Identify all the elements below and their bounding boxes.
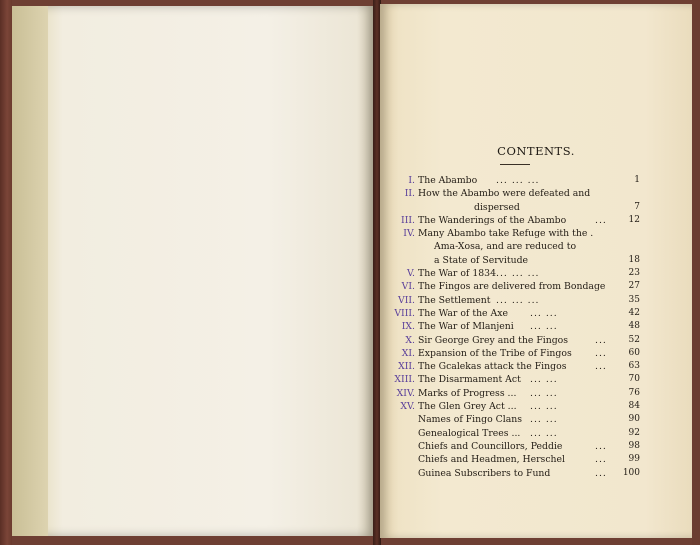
leader-dots: ... ... ... bbox=[496, 294, 540, 306]
toc-appendix-entry bbox=[380, 427, 692, 440]
toc-entry bbox=[380, 360, 692, 373]
leader-dots: ... ... bbox=[530, 427, 558, 439]
leader-dots: ... bbox=[595, 347, 607, 359]
leader-dots: ... ... bbox=[530, 321, 558, 333]
chapter-title-line: The War of Mlanjeni bbox=[418, 321, 514, 333]
chapter-title-line: The War of 1834 bbox=[418, 268, 496, 280]
toc-entry bbox=[380, 267, 692, 280]
chapter-title-line: Ama-Xosa, and are reduced to bbox=[434, 241, 577, 253]
page-number: 35 bbox=[628, 294, 640, 305]
chapter-title-line: The Gcalekas attack the Fingos bbox=[418, 361, 567, 373]
leader-dots: ... ... ... bbox=[496, 268, 540, 280]
leader-dots: ... bbox=[595, 454, 607, 466]
book-cover-right-edge bbox=[692, 0, 700, 545]
table-of-contents bbox=[380, 174, 692, 480]
page-number: 18 bbox=[628, 254, 640, 265]
chapter-title bbox=[418, 187, 618, 214]
chapter-title bbox=[418, 334, 618, 347]
chapter-title bbox=[418, 280, 618, 293]
chapter-title bbox=[418, 307, 618, 320]
page-number: 1 bbox=[634, 175, 640, 185]
toc-entry bbox=[380, 400, 692, 413]
toc-entry bbox=[380, 347, 692, 360]
appendix-title: Chiefs and Headmen, Herschel bbox=[418, 454, 565, 466]
chapter-title-line: The War of the Axe bbox=[418, 307, 508, 319]
toc-appendix-entry bbox=[380, 440, 692, 453]
chapter-title bbox=[418, 387, 618, 400]
leader-dots: ... bbox=[595, 361, 607, 373]
chapter-number: II. bbox=[404, 188, 415, 200]
page-number: 76 bbox=[628, 387, 640, 398]
chapter-title-line: The Abambo bbox=[418, 175, 478, 186]
page-number: 23 bbox=[628, 268, 640, 279]
toc-entry bbox=[380, 334, 692, 347]
leader-dots: ... ... bbox=[530, 387, 558, 399]
toc-entry bbox=[380, 320, 692, 333]
chapter-title-line: Marks of Progress ... bbox=[418, 387, 517, 399]
page-number: 27 bbox=[628, 281, 640, 292]
chapter-number: IV. bbox=[403, 228, 415, 240]
leader-dots: ... ... bbox=[530, 374, 558, 386]
toc-entry bbox=[380, 307, 692, 320]
left-endpaper-strip bbox=[12, 6, 48, 536]
page-number: 7 bbox=[634, 201, 640, 212]
appendix-title: Genealogical Trees ... bbox=[418, 427, 521, 439]
chapter-number: V. bbox=[406, 268, 415, 280]
toc-entry bbox=[380, 227, 692, 267]
leader-dots: ... ... bbox=[530, 414, 558, 426]
toc-entry bbox=[380, 373, 692, 386]
chapter-title-line: The Settlement bbox=[418, 294, 491, 306]
leader-dots: ... ... bbox=[530, 401, 558, 413]
chapter-number: IX. bbox=[401, 321, 415, 333]
leader-dots: ... bbox=[595, 440, 607, 452]
chapter-title bbox=[418, 347, 618, 360]
chapter-title-line: The Fingos are delivered from Bondage bbox=[418, 281, 606, 293]
page-number: 48 bbox=[628, 321, 640, 332]
appendix-title: Guinea Subscribers to Fund bbox=[418, 467, 551, 479]
chapter-number: VIII. bbox=[394, 307, 415, 319]
chapter-number: XIV. bbox=[396, 387, 415, 399]
page-number: 90 bbox=[628, 414, 640, 425]
heading-rule bbox=[500, 164, 530, 165]
toc-appendix-entry bbox=[380, 467, 692, 480]
page-number: 63 bbox=[628, 361, 640, 372]
chapter-title-line: How the Abambo were defeated and bbox=[418, 188, 591, 200]
chapter-title-line: The Disarmament Act bbox=[418, 374, 521, 386]
page-number: 84 bbox=[628, 401, 640, 412]
leader-dots: ... bbox=[595, 334, 607, 346]
toc-entry bbox=[380, 187, 692, 214]
chapter-title bbox=[418, 214, 618, 227]
chapter-number: VII. bbox=[397, 294, 415, 306]
toc-entry bbox=[380, 387, 692, 400]
chapter-title bbox=[418, 320, 618, 333]
contents-heading: CONTENTS. bbox=[497, 144, 575, 158]
toc-entry bbox=[380, 174, 692, 187]
chapter-title-line: The Glen Grey Act ... bbox=[418, 401, 517, 413]
chapter-title-line: a State of Servitude bbox=[434, 254, 529, 266]
toc-entry bbox=[380, 214, 692, 227]
chapter-number: I. bbox=[408, 175, 415, 186]
page-number: 70 bbox=[628, 374, 640, 385]
toc-appendix-entry bbox=[380, 453, 692, 466]
leader-dots: ... bbox=[595, 214, 607, 226]
chapter-title-line: Expansion of the Tribe of Fingos bbox=[418, 347, 572, 359]
leader-dots: ... ... bbox=[530, 307, 558, 319]
page-number: 12 bbox=[628, 214, 640, 225]
chapter-title-line: dispersed bbox=[474, 201, 520, 213]
leader-dots: ... bbox=[595, 467, 607, 479]
appendix-title: Chiefs and Councillors, Peddie bbox=[418, 440, 563, 452]
page-number: 52 bbox=[628, 334, 640, 345]
chapter-title bbox=[418, 360, 618, 373]
page-number: 92 bbox=[628, 427, 640, 438]
toc-entry bbox=[380, 280, 692, 293]
chapter-title bbox=[418, 400, 618, 413]
left-blank-page bbox=[12, 6, 375, 536]
page-number: 98 bbox=[628, 440, 640, 451]
page-number: 42 bbox=[628, 307, 640, 318]
toc-appendix-entry bbox=[380, 413, 692, 426]
chapter-title-line: Many Abambo take Refuge with the . bbox=[418, 228, 594, 240]
chapter-number: XI. bbox=[401, 347, 415, 359]
chapter-number: VI. bbox=[401, 281, 415, 293]
page-number: 60 bbox=[628, 347, 640, 358]
page-number: 99 bbox=[628, 454, 640, 465]
appendix-title: Names of Fingo Clans bbox=[418, 414, 523, 426]
chapter-title-line: The Wanderings of the Abambo bbox=[418, 214, 567, 226]
chapter-number: X. bbox=[405, 334, 415, 346]
chapter-title-line: Sir George Grey and the Fingos bbox=[418, 334, 569, 346]
page-number: 100 bbox=[622, 467, 640, 478]
leader-dots: ... ... ... bbox=[496, 175, 540, 186]
chapter-number: XV. bbox=[400, 401, 415, 413]
chapter-number: XII. bbox=[398, 361, 415, 373]
chapter-number: III. bbox=[401, 214, 415, 226]
chapter-title bbox=[418, 373, 618, 386]
chapter-title bbox=[418, 227, 618, 267]
book-cover-edge bbox=[0, 0, 12, 545]
toc-entry bbox=[380, 294, 692, 307]
chapter-number: XIII. bbox=[394, 374, 415, 386]
